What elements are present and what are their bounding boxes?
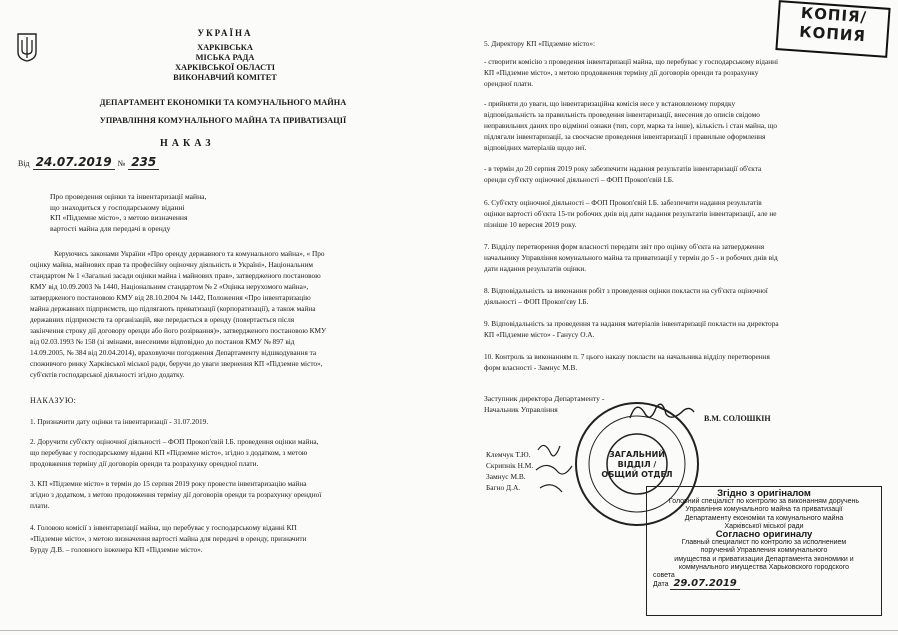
preamble-line: оцінку майна, майнових прав та професійну оціночну діяльність в Україні», Національним <box>30 260 314 269</box>
item-line: відповідальність за правильність проведення інвентаризації, внесення до описів свідомо <box>484 110 760 119</box>
executor: Клемчук Т.Ю. <box>486 450 531 459</box>
item-line: відповідних матеріалів щодо неї. <box>484 143 587 152</box>
item-line: 9. Відповідальність за проведення та надання матеріалів інвентаризації покласти на директора <box>484 319 779 328</box>
certified-date-row <box>653 580 875 589</box>
scan-edge-line <box>0 630 898 631</box>
item-line: КП «Підземне місто», з метою продовження терміну дії договорів оренди та розрахунку <box>484 68 759 77</box>
certified-date-label: Дата <box>653 581 669 589</box>
preamble-line: закінчення строку дії договору оренди або його розірвання)», затвердженого постановою КМУ <box>30 326 327 335</box>
order-subject <box>50 192 260 234</box>
certified-uk-line: Управління комунального майна та приватизації <box>685 506 843 514</box>
certified-uk-line: Департаменту економіки та комунального майна <box>684 514 844 522</box>
seal-text-3: ОБЩИЙ ОТДЕЛ <box>601 470 673 479</box>
order-item-7 <box>484 241 868 274</box>
order-item-5a <box>484 56 854 89</box>
item-line: - в термін до 20 серпня 2019 року забезпечити надання результатів інвентаризації об'єкта <box>484 164 762 173</box>
item-line: 8. Відповідальність за виконання робіт з проведення оцінки покласти на суб'єкта оціночної <box>484 286 768 295</box>
certified-uk-line: Головний спеціаліст по контролю за виконанням доручень <box>668 498 860 506</box>
item-line: 3. КП «Підземне місто» в термін до 15 серпня 2019 року провести інвентаризацію майна <box>30 479 307 488</box>
date-number-row <box>18 155 159 170</box>
order-word: НАКАЗУЮ: <box>30 396 77 405</box>
copy-stamp <box>775 0 890 58</box>
item-line: пізніше 10 вересня 2019 року. <box>484 220 577 229</box>
order-item-8 <box>484 285 868 307</box>
item-line: 1. Призначити дату оцінки та інвентаризації - 31.07.2019. <box>30 417 209 426</box>
department-title: ДЕПАРТАМЕНТ ЕКОНОМІКИ ТА КОМУНАЛЬНОГО МАЙНА <box>99 98 347 107</box>
order-item-2 <box>30 436 442 469</box>
item-line: неправильних даних про відмінні ознаки (тип, сорт, марка та інше), кількість і стан майна, що <box>484 121 778 130</box>
subject-line: КП «Підземне місто», з метою визначення <box>50 213 188 222</box>
preamble-line: 14.09.2005, № 384 від 20.04.2014), враховуючи погодження Департаменту відшкодування та <box>30 348 317 357</box>
document-type: НАКАЗ <box>160 138 215 149</box>
council-line-4: ВИКОНАВЧИЙ КОМІТЕТ <box>173 73 277 82</box>
signatory-name: В.М. СОЛОШКІН <box>704 414 771 423</box>
item-line: продовження терміну дії договорів оренди та розрахунку орендної плати. <box>30 459 259 468</box>
item-line: 7. Відділу перетворення форм власності передати звіт про оцінку об'єкта на затвердження <box>484 242 765 251</box>
certified-date-value: 29.07.2019 <box>670 578 739 590</box>
item-line: начальнику Управління комунального майна та приватизації у термін до 5 - и робочих днів від <box>484 253 778 262</box>
order-item-9 <box>484 318 868 340</box>
number-prefix: № <box>117 159 126 168</box>
order-item-4 <box>30 522 442 555</box>
item-line: - створити комісію з проведення інвентаризації майна, що перебуває у господарському віданні <box>484 57 779 66</box>
item-line: 6. Суб'єкту оціночної діяльності – ФОП Прокоп'євій І.Б. забезпечити надання результатів <box>484 198 762 207</box>
certified-ru-line: поручений Управления коммунального <box>700 547 828 555</box>
item-line: що перебуває у господарському віданні КП «Підземне місто», згідно з додатком, з метою <box>30 448 308 457</box>
subject-line: що знаходиться у господарському віданні <box>50 202 185 212</box>
seal-text-2: ВІДДІЛ / <box>617 460 657 469</box>
item-line: 5. Директору КП «Підземне місто»: <box>484 39 595 48</box>
preamble-line: від 02.03.1993 № 158 (зі змінами, внесеними відповідно до постанов КМУ № 897 від <box>30 337 295 346</box>
certified-uk-line: Харківської міської ради <box>724 522 804 530</box>
item-line: Бурду Д.В. – головного інженера КП «Підземне місто». <box>30 545 203 554</box>
council-line-3: ХАРКІВСЬКОЇ ОБЛАСТІ <box>174 63 276 72</box>
executors-list <box>486 449 533 493</box>
order-item-6 <box>484 197 868 230</box>
date-value: 24.07.2019 <box>33 155 115 170</box>
preamble-line: суб'єктів господарської діяльності згідно додатку. <box>30 370 185 379</box>
preamble-line: майна державних підприємств, що підлягають приватизації (корпоратизації), а також майна <box>30 304 316 313</box>
preamble-paragraph <box>30 248 442 380</box>
item-line: 2. Доручити суб'єкту оціночної діяльності – ФОП Прокоп'євій І.Б. проведення оцінки майна, <box>30 437 319 446</box>
preamble-line: затвердженого постановою КМУ від 28.10.2004 № 1442, Положення «Про інвентаризацію <box>30 293 311 302</box>
certified-ru-title: Согласно оригиналу <box>715 529 813 541</box>
country-name: УКРАЇНА <box>197 28 253 38</box>
preamble-line: стандартом № 1 «Загальні засади оцінки майна і майнових прав», затвердженого постановою <box>30 271 321 280</box>
certified-ru-line: коммунального имущества Харьковского городского <box>678 563 850 571</box>
preamble-line: державних підприємств та організацій, яке передається в оренду (повертається після <box>30 315 295 324</box>
preamble-line: Керуючись законами України «Про оренду державного та комунального майна», « Про <box>54 249 325 258</box>
seal-text-1: ЗАГАЛЬНИЙ <box>609 450 665 459</box>
certified-ru-line: Главный специалист по контролю за исполнением <box>681 539 847 547</box>
position-line: Заступник директора Департаменту - <box>484 394 605 403</box>
item-line: 4. Головою комісії з інвентаризації майна, що перебуває у господарському віданні КП <box>30 523 297 532</box>
copy-stamp-line: КОПІЯ/ <box>800 3 868 27</box>
order-item-10 <box>484 351 868 373</box>
subject-line: Про проведення оцінки та інвентаризації майна, <box>50 192 207 201</box>
trident-emblem-icon <box>16 32 38 62</box>
item-line: дати надання результатів оцінки. <box>484 264 587 273</box>
position-line: Начальник Управління <box>484 405 558 414</box>
item-line: згідно з додатком, з метою продовження терміну дії договорів оренди та розрахунку орендної <box>30 490 322 499</box>
date-prefix: Від <box>18 159 30 168</box>
item-line: оренди суб'єкту оціночної діяльності – ФОП Прокоп'євій І.Б. <box>484 175 674 184</box>
item-line: КП «Підземне місто» - Ганусу О.А. <box>484 330 595 339</box>
item-line: «Підземне місто», з метою визначення вартості майна для передачі в оренду, призначити <box>30 534 307 543</box>
item-line: діяльності – ФОП Прокоп'єву І.Б. <box>484 297 589 306</box>
certified-ru-line: имущества и приватизации Департамента экономики и <box>674 555 854 563</box>
executor: Замнус М.В. <box>486 472 526 481</box>
certified-copy-stamp <box>646 486 882 616</box>
copy-stamp-line: КОПИЯ <box>798 22 867 46</box>
order-item-3 <box>30 478 442 511</box>
certified-ru-line: совета <box>653 572 675 580</box>
subject-line: вартості майна для передачі в оренду <box>50 223 171 233</box>
executor: Багно Д.А. <box>486 483 521 492</box>
order-item-1 <box>30 416 442 427</box>
item-line: орендної плати. <box>484 79 534 88</box>
preamble-line: споживчого ринку Харківської міської ради, беручи до уваги звернення КП «Підземне місто», <box>30 359 323 368</box>
item-line: форм власності - Замнус М.В. <box>484 363 578 372</box>
certified-uk-title: Згідно з оригіналом <box>717 488 811 499</box>
item-line: оцінки вартості об'єкта 15-ти робочих днів від дати надання результатів інвентаризації, але не <box>484 209 777 218</box>
directorate-title: УПРАВЛІННЯ КОМУНАЛЬНОГО МАЙНА ТА ПРИВАТИЗАЦІЇ <box>99 116 347 125</box>
council-line-1: ХАРКІВСЬКА <box>197 43 253 52</box>
number-value: 235 <box>128 155 159 170</box>
preamble-line: КМУ від 10.09.2003 № 1440, Національним стандартом № 2 «Оцінка нерухомого майна», <box>30 282 309 291</box>
order-item-5c <box>484 163 864 185</box>
item-line: плати. <box>30 501 50 510</box>
item-line: - прийняти до уваги, що інвентаризаційна комісія несе у встановленому порядку <box>484 99 736 108</box>
council-line-2: МІСЬКА РАДА <box>195 53 255 62</box>
item-line: підлягали інвентаризації, за своєчасне проведення інвентаризації і правильне оформлення <box>484 132 766 141</box>
item-line: 10. Контроль за виконанням п. 7 цього наказу покласти на начальника відділу перетворення <box>484 352 770 361</box>
order-item-5b <box>484 98 864 153</box>
executor: Скрипнік Н.М. <box>486 461 534 470</box>
